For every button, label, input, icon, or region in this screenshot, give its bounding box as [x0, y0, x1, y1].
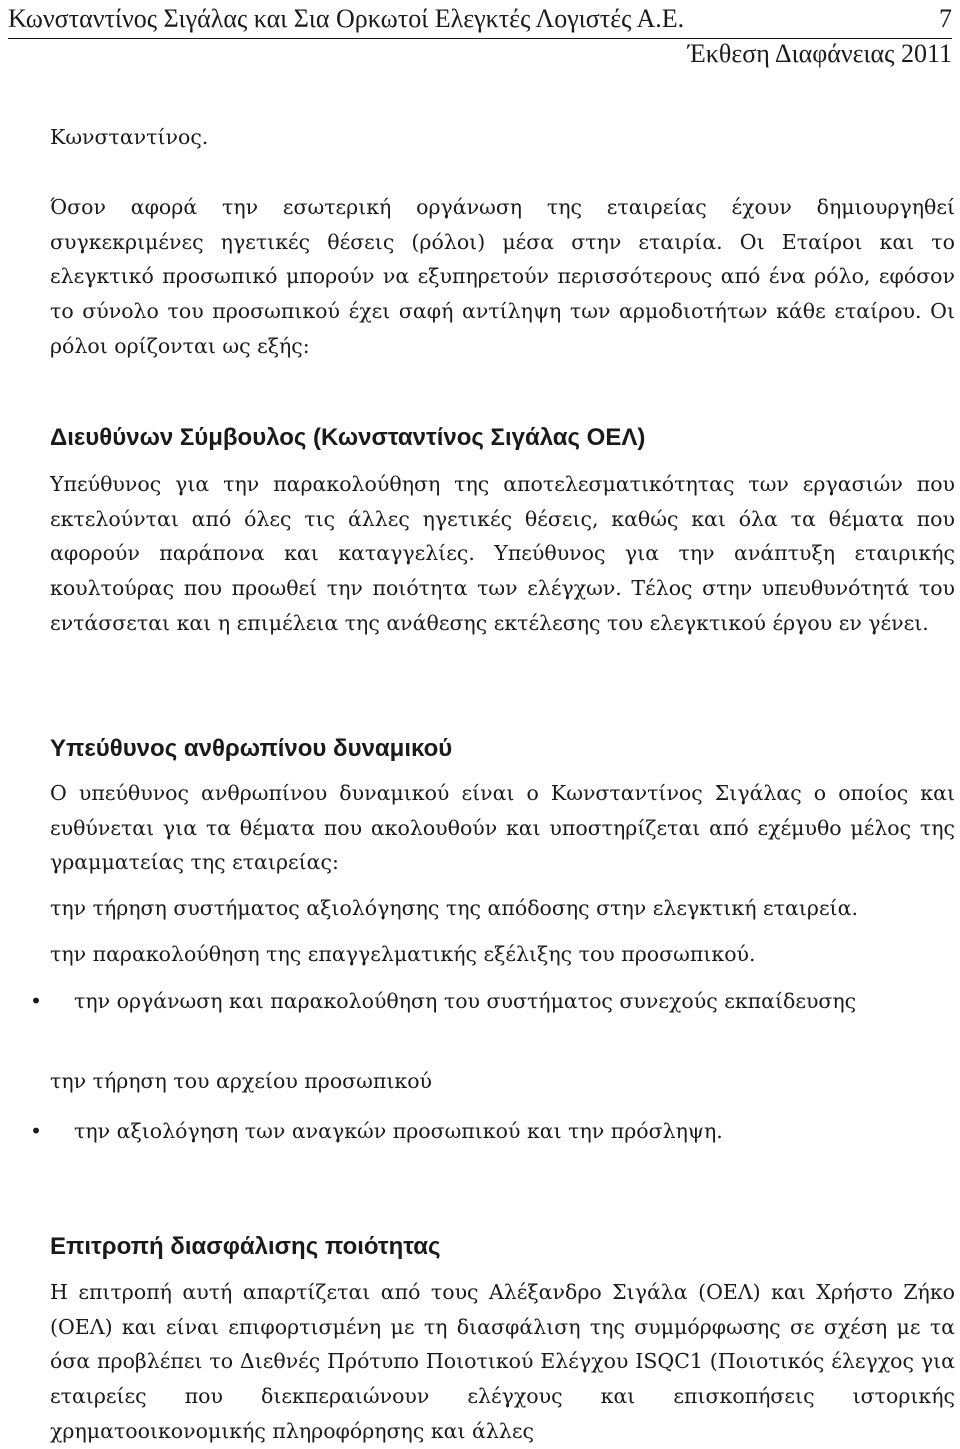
intro-paragraph: Όσον αφορά την εσωτερική οργάνωση της εταιρείας έχουν δημιουργηθεί συγκεκριμένες ηγετικές θέσεις (ρόλοι) μέσα στην εταιρία. Οι Εταίροι και το ελεγκτικό προσωπικό μπορούν να εξυπηρετούν περισσότερους από ένα ρόλο, εφόσον το σύνολο του προσωπικού έχει σαφή αντίληψη των αρμοδιοτήτων κάθε εταίρου. Οι ρόλοι ορίζονται ως εξής: — [50, 195, 955, 358]
header-line — [8, 0, 952, 39]
section-paragraph-quality: Η επιτροπή αυτή απαρτίζεται από τους Αλέξανδρο Σιγάλα (ΟΕΛ) και Χρήστο Ζήκο (ΟΕΛ) και είναι επιφορτισμένη με τη διασφάλιση της συμμόρφωσης σε σχέση με τα όσα προβλέπει το Διεθνές Πρότυπο Ποιοτικού Ελέγχου ISQC1 (Ποιοτικός έλεγχος για εταιρείες που διεκπεραιώνουν ελέγχους και επισκοπήσεις ιστορικής χρηματοοικονομικής πληροφόρησης και άλλες — [50, 1280, 955, 1443]
header-title: Κωνσταντίνος Σιγάλας και Σια Ορκωτοί Ελεγκτές Λογιστές Α.Ε. — [8, 4, 685, 33]
section-paragraph-ceo: Υπεύθυνος για την παρακολούθηση της αποτελεσματικότητας των εργασιών που εκτελούνται από όλες τις άλλες ηγετικές θέσεις, καθώς και όλα τα θέματα που αφορούν παράπονα και καταγγελίες. Υπεύθυνος για την ανάπτυξη εταιρικής κουλτούρας που προωθεί την ποιότητα των ελέγχων. Τέλος στην υπευθυνότητά του εντάσσεται και η επιμέλεια της ανάθεσης εκτέλεσης του ελεγκτικού έργου εν γένει. — [50, 472, 955, 635]
section-heading-ceo: Διευθύνων Σύμβουλος (Κωνσταντίνος Σιγάλας ΟΕΛ) — [50, 424, 646, 451]
hr-item: την τήρηση συστήματος αξιολόγησης της απόδοσης στην ελεγκτική εταιρεία. — [50, 896, 858, 920]
hr-bullet-item — [0, 1114, 955, 1149]
hr-bullet-item — [0, 984, 955, 1019]
hr-item: την παρακολούθηση της επαγγελματικής εξέλιξης του προσωπικού. — [50, 942, 756, 966]
hr-bullet-text: • την αξιολόγηση των αναγκών προσωπικού και την πρόσληψη. — [74, 1119, 723, 1143]
hr-bullet-text: • την οργάνωση και παρακολούθηση του συστήματος συνεχούς εκπαίδευσης — [74, 989, 857, 1013]
report-subtitle: Έκθεση Διαφάνειας 2011 — [687, 39, 952, 68]
page-header — [8, 0, 952, 68]
section-paragraph-hr: Ο υπεύθυνος ανθρωπίνου δυναμικού είναι ο Κωνσταντίνος Σιγάλας ο οποίος και ευθύνεται για τα θέματα που ακολουθούν και υποστηρίζεται από εχέμυθο μέλος της γραμματείας της εταιρείας: — [50, 781, 955, 875]
section-heading-quality: Επιτροπή διασφάλισης ποιότητας — [50, 1233, 441, 1260]
intro-tail: Κωνσταντίνος. — [50, 125, 209, 149]
hr-item: την τήρηση του αρχείου προσωπικού — [50, 1069, 433, 1093]
section-heading-hr: Υπεύθυνος ανθρωπίνου δυναμικού — [50, 735, 453, 762]
page-number: 7 — [939, 4, 952, 33]
